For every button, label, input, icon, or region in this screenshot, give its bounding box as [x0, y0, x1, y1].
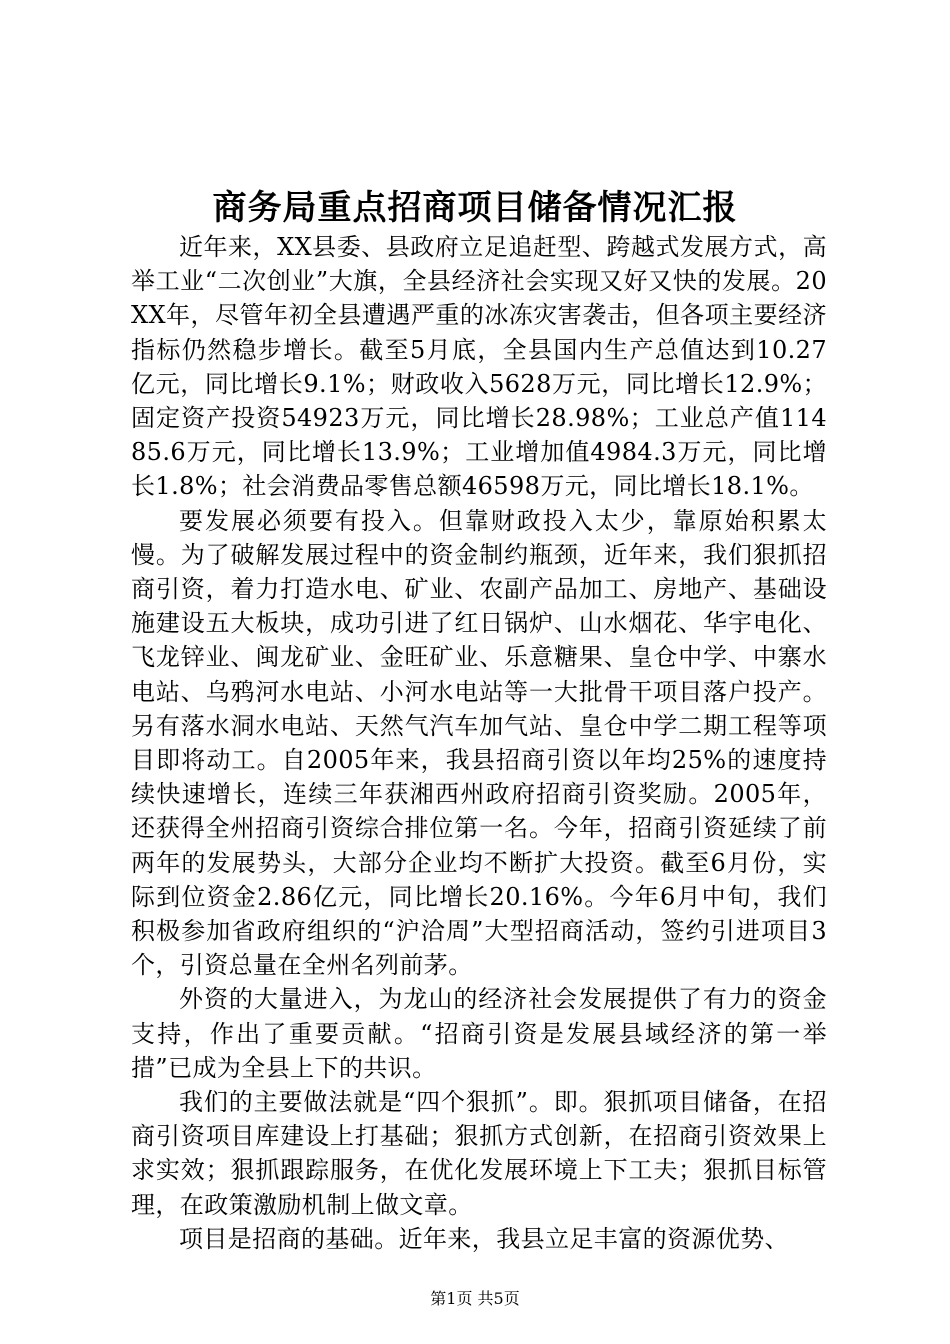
paragraph-economic-overview: 近年来，XX县委、县政府立足追赶型、跨越式发展方式，高举工业“二次创业”大旗，全县经济社会实现又好又快的发展。20XX年，尽管年初全县遭遇严重的冰冻灾害袭击，但各项主要经济指标仍然稳步增长。截至5月底，全县国内生产总值达到10.27亿元，同比增长9.1%；财政收入5628万元，同比增长12.9%；固定资产投资54923万元，同比增长28.98%；工业总产值11485.6万元，同比增长13.9%；工业增加值4984.3万元，同比增长1.8%；社会消费品零售总额46598万元，同比增长18.1%。 [131, 233, 827, 501]
document-title: 商务局重点招商项目储备情况汇报 [212, 188, 738, 228]
paragraph-investment-attraction: 要发展必须要有投入。但靠财政投入太少，靠原始积累太慢。为了破解发展过程中的资金制约瓶颈，近年来，我们狠抓招商引资，着力打造水电、矿业、农副产品加工、房地产、基础设施建设五大板块，成功引进了红日锅炉、山水烟花、华宇电化、飞龙锌业、闽龙矿业、金旺矿业、乐意糖果、皇仓中学、中寨水电站、乌鸦河水电站、小河水电站等一大批骨干项目落户投产。另有落水洞水电站、天然气汽车加气站、皇仓中学二期工程等项目即将动工。自2005年来，我县招商引资以年均25%的速度持续快速增长，连续三年获湘西州政府招商引资奖励。2005年，还获得全州招商引资综合排位第一名。今年，招商引资延续了前两年的发展势头，大部分企业均不断扩大投资。截至6月份，实际到位资金2.86亿元，同比增长20.16%。今年6月中旬，我们积极参加省政府组织的“沪洽周”大型招商活动，签约引进项目3个，引资总量在全州名列前茅。 [131, 506, 827, 980]
document-body [131, 230, 827, 1256]
paragraph-project-foundation: 项目是招商的基础。近年来，我县立足丰富的资源优势、 [179, 1224, 789, 1253]
paragraph-four-measures: 我们的主要做法就是“四个狠抓”。即。狠抓项目储备，在招商引资项目库建设上打基础；狠抓方式创新，在招商引资效果上求实效；狠抓跟踪服务，在优化发展环境上下工夫；狠抓目标管理，在政策激励机制上做文章。 [131, 1088, 827, 1219]
page-number-footer: 第1页 共5页 [430, 1289, 520, 1308]
paragraph-foreign-capital: 外资的大量进入，为龙山的经济社会发展提供了有力的资金支持，作出了重要贡献。“招商引资是发展县域经济的第一举措”已成为全县上下的共识。 [131, 985, 827, 1082]
